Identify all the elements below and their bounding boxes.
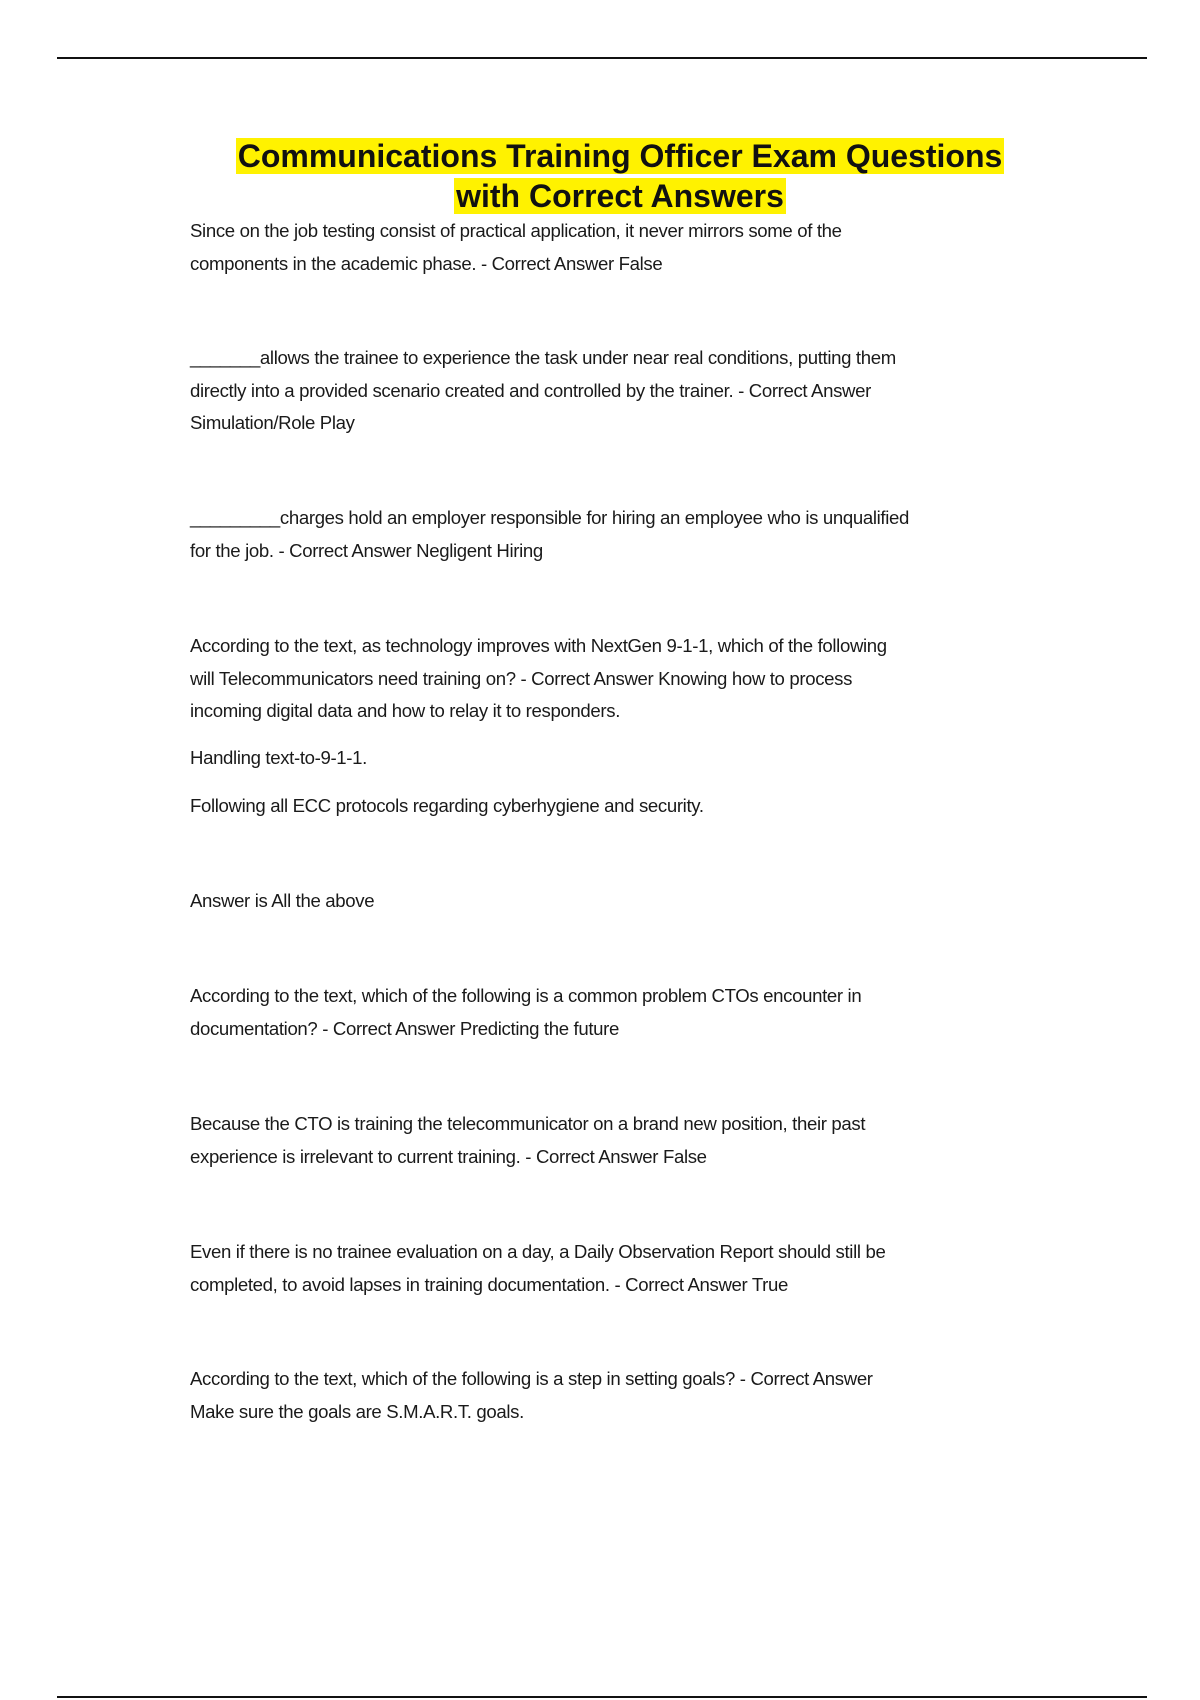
text-line: Handling text-to-9-1-1. (190, 747, 367, 768)
text-line: According to the text, which of the following is a common problem CTOs encounter in (190, 985, 862, 1006)
text-line: Simulation/Role Play (190, 412, 355, 433)
text-line: completed, to avoid lapses in training documentation. - Correct Answer True (190, 1273, 788, 1295)
text-line: According to the text, as technology improves with NextGen 9-1-1, which of the following (190, 635, 887, 656)
text-line: Since on the job testing consist of practical application, it never mirrors some of the (190, 220, 842, 241)
question-paragraph (190, 790, 1090, 823)
question-paragraph (190, 980, 1090, 1045)
text-line: _______allows the trainee to experience the task under near real conditions, putting them (190, 347, 896, 368)
text-line: documentation? - Correct Answer Predicting the future (190, 1017, 619, 1039)
text-line: Make sure the goals are S.M.A.R.T. goals. (190, 1400, 524, 1422)
question-paragraph (190, 1363, 1090, 1428)
question-paragraph (190, 885, 1090, 918)
question-paragraph (190, 215, 1090, 280)
text-line: Answer is All the above (190, 890, 375, 911)
question-paragraph (190, 1108, 1090, 1173)
text-line: _________charges hold an employer responsible for hiring an employee who is unqualified (190, 507, 909, 528)
question-paragraph (190, 1236, 1090, 1301)
question-paragraph (190, 502, 1090, 567)
question-paragraph (190, 342, 1090, 440)
text-line: Even if there is no trainee evaluation on a day, a Daily Observation Report should still be (190, 1241, 886, 1262)
question-paragraph (190, 630, 1090, 728)
bottom-rule (57, 1696, 1147, 1698)
text-line: According to the text, which of the following is a step in setting goals? - Correct Answer (190, 1368, 873, 1389)
title-line-1: Communications Training Officer Exam Questions (237, 138, 1003, 174)
text-line: will Telecommunicators need training on? - Correct Answer Knowing how to process (190, 667, 853, 689)
text-line: components in the academic phase. - Correct Answer False (190, 252, 663, 274)
text-line: Following all ECC protocols regarding cyberhygiene and security. (190, 795, 704, 816)
text-line: Because the CTO is training the telecommunicator on a brand new position, their past (190, 1113, 866, 1134)
text-line: experience is irrelevant to current training. - Correct Answer False (190, 1145, 707, 1167)
text-line: incoming digital data and how to relay it to responders. (190, 700, 621, 721)
document-title (0, 136, 1200, 216)
text-line: for the job. - Correct Answer Negligent Hiring (190, 539, 543, 561)
text-line: directly into a provided scenario created and controlled by the trainer. - Correct Answer (190, 379, 871, 401)
top-rule (57, 57, 1147, 59)
title-line-2: with Correct Answers (456, 178, 784, 214)
question-paragraph (190, 742, 1090, 775)
